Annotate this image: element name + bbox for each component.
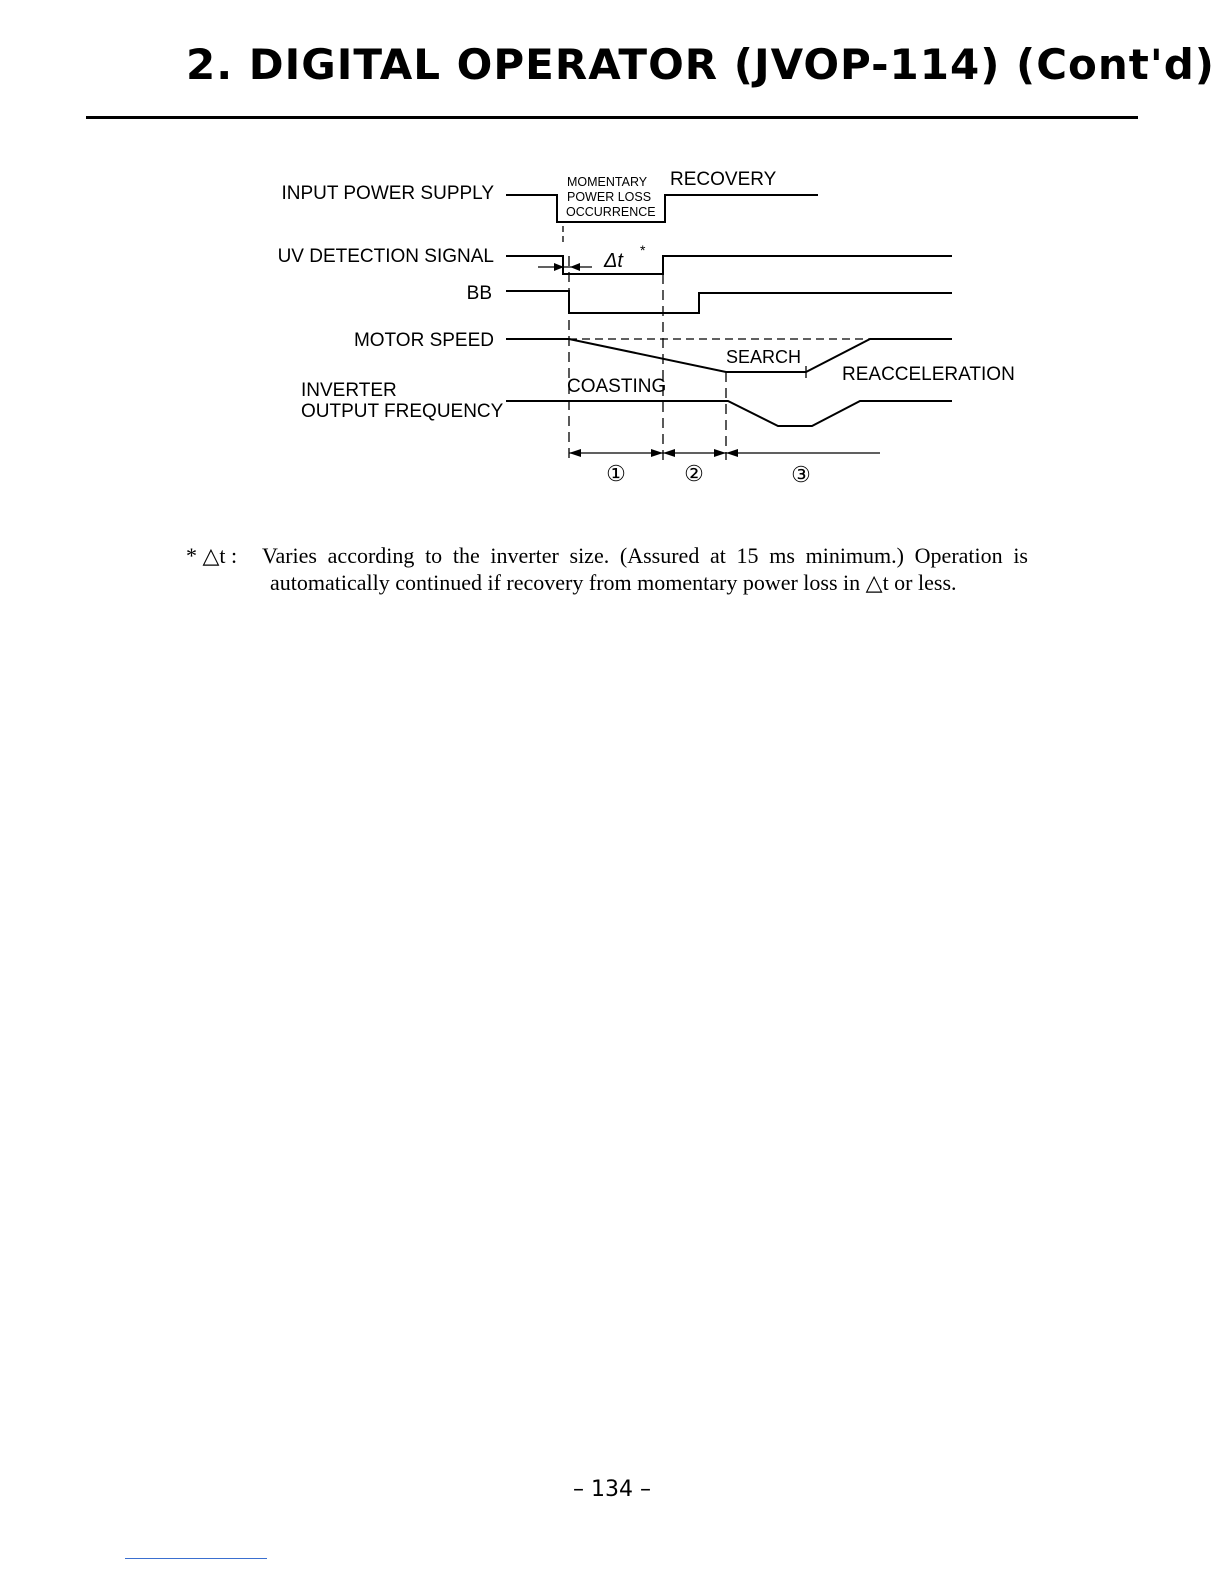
period-arrow-3 [663, 449, 675, 457]
uv-detection-waveform [506, 256, 952, 274]
note-recovery: RECOVERY [670, 169, 777, 190]
note-power-loss: POWER LOSS [567, 190, 652, 204]
period-arrow-1 [569, 449, 581, 457]
bb-waveform [506, 291, 952, 313]
label-uv-detection: UV DETECTION SIGNAL [277, 246, 494, 267]
period-arrow-5 [726, 449, 738, 457]
note-occurrence: OCCURRENCE [566, 205, 656, 219]
period-arrow-4 [714, 449, 726, 457]
label-input-power: INPUT POWER SUPPLY [281, 183, 494, 204]
period-arrow-2 [651, 449, 663, 457]
page-title: 2. DIGITAL OPERATOR (JVOP-114) (Cont'd) [186, 40, 1215, 89]
note-reacceleration: REACCELERATION [842, 364, 1015, 385]
input-power-waveform [506, 195, 818, 222]
period-3: ③ [791, 462, 811, 487]
label-motor-speed: MOTOR SPEED [353, 330, 494, 351]
note-search: SEARCH [726, 347, 802, 367]
page-number: – 134 – [573, 1477, 651, 1502]
note-coasting: COASTING [567, 376, 667, 397]
note-momentary: MOMENTARY [567, 175, 648, 189]
inverter-frequency-waveform [506, 401, 952, 426]
period-2: ② [684, 461, 704, 486]
timing-diagram [0, 0, 1224, 520]
note-delta-t: Δt [604, 250, 623, 272]
period-1: ① [606, 461, 626, 486]
label-inverter: INVERTER [301, 380, 397, 401]
note-asterisk: * [640, 242, 646, 258]
label-bb: BB [466, 283, 492, 304]
footnote-marker: * △t : [186, 543, 238, 568]
footnote [186, 542, 1028, 596]
bottom-rule [125, 1558, 267, 1559]
label-output-frequency: OUTPUT FREQUENCY [301, 401, 504, 422]
footnote-text: Varies according to the inverter size. (Assured at 15 ms minimum.) Operation is automatically continued if recovery from momentary power loss in △t or less. [262, 543, 1028, 595]
delta-t-arrow-left [570, 263, 580, 271]
